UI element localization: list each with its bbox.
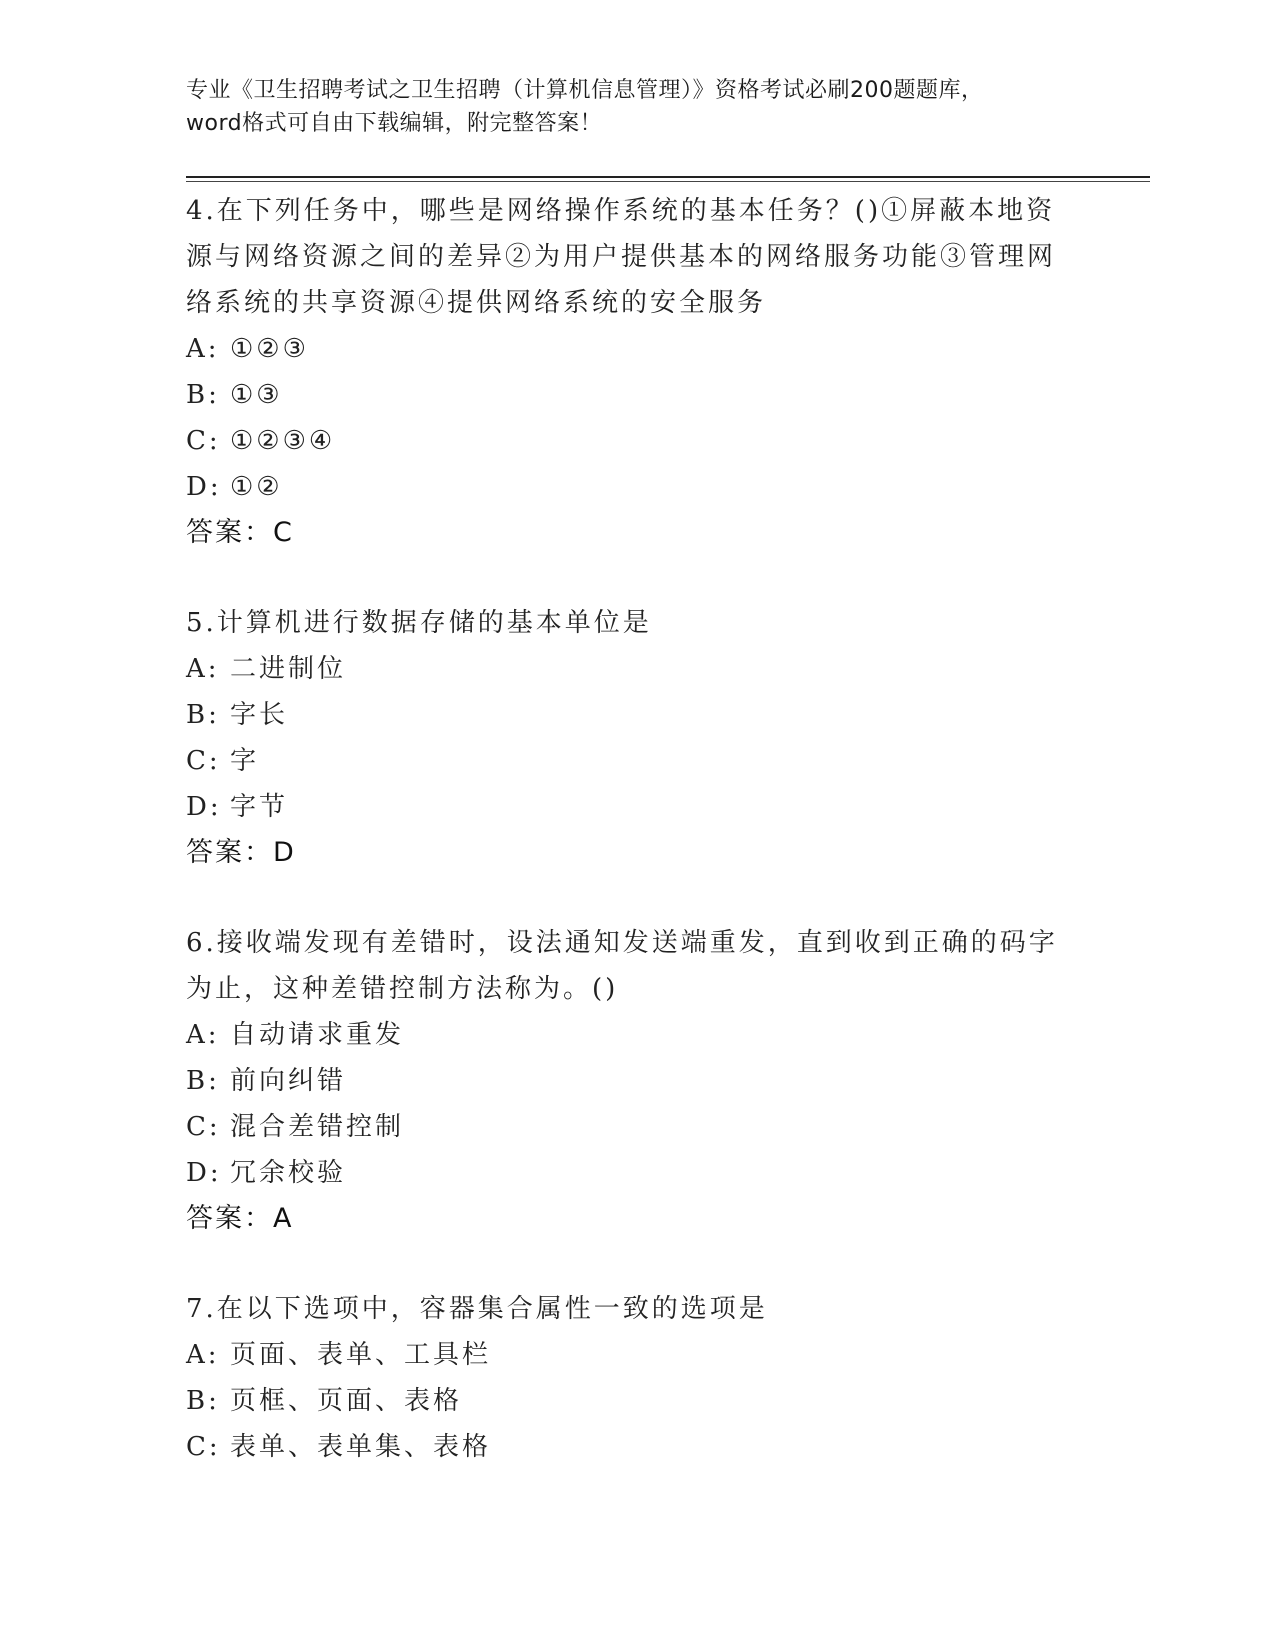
option-key: D:: [186, 792, 222, 822]
option-text: 自动请求重发: [230, 1020, 405, 1050]
option-text: 前向纠错: [230, 1066, 347, 1096]
option-key: C:: [186, 746, 221, 776]
question-stem-line: 络系统的共享资源④提供网络系统的安全服务: [186, 288, 767, 318]
option-d: [186, 784, 1066, 830]
question-5: [186, 600, 1066, 876]
option-key: B:: [186, 1066, 220, 1096]
header-line-2: word格式可自由下载编辑，附完整答案！: [186, 111, 603, 136]
question-stem: [186, 188, 1066, 326]
question-stem-line: 7.在以下选项中，容器集合属性一致的选项是: [186, 1294, 768, 1324]
question-stem-line: 为止，这种差错控制方法称为。(): [186, 974, 619, 1004]
option-key: B:: [186, 700, 220, 730]
option-a: [186, 646, 1066, 692]
document-header: [186, 74, 1086, 140]
option-text: 字长: [230, 700, 289, 730]
option-key: C:: [186, 1112, 221, 1142]
question-4: [186, 188, 1066, 556]
option-key: A:: [186, 1340, 220, 1370]
option-key: A:: [186, 654, 220, 684]
option-text: ①③: [230, 380, 283, 410]
option-text: 页面、表单、工具栏: [230, 1340, 492, 1370]
question-stem-line: 5.计算机进行数据存储的基本单位是: [186, 608, 652, 638]
option-a: [186, 326, 1066, 372]
option-c: [186, 1424, 1066, 1470]
option-text: 二进制位: [230, 654, 347, 684]
question-7: [186, 1286, 1066, 1470]
option-key: D:: [186, 1158, 222, 1188]
option-text: 字节: [230, 792, 289, 822]
option-b: [186, 372, 1066, 418]
question-stem-line: 源与网络资源之间的差异②为用户提供基本的网络服务功能③管理网: [186, 242, 1057, 272]
answer-line: 答案：A: [186, 1203, 294, 1234]
header-line-1: 专业《卫生招聘考试之卫生招聘（计算机信息管理）》资格考试必刷200题题库，: [186, 78, 984, 103]
question-6: [186, 920, 1066, 1242]
option-text: 冗余校验: [230, 1158, 347, 1188]
option-key: B:: [186, 380, 220, 410]
option-key: C:: [186, 426, 221, 456]
option-b: [186, 692, 1066, 738]
option-key: C:: [186, 1432, 221, 1462]
option-key: A:: [186, 334, 220, 364]
option-a: [186, 1012, 1066, 1058]
option-text: 表单、表单集、表格: [230, 1432, 492, 1462]
question-list: [186, 188, 1066, 1470]
option-text: 页框、页面、表格: [230, 1386, 463, 1416]
header-divider-thick: [186, 176, 1150, 178]
option-d: [186, 464, 1066, 510]
option-b: [186, 1378, 1066, 1424]
question-stem: [186, 600, 1066, 646]
option-text: 混合差错控制: [230, 1112, 405, 1142]
option-key: D:: [186, 472, 222, 502]
answer-line: 答案：C: [186, 517, 294, 548]
option-text: 字: [230, 746, 260, 776]
option-key: A:: [186, 1020, 220, 1050]
option-key: B:: [186, 1386, 220, 1416]
question-spacer: [186, 876, 1066, 920]
question-stem-line: 6.接收端发现有差错时，设法通知发送端重发，直到收到正确的码字: [186, 928, 1058, 958]
question-stem: [186, 1286, 1066, 1332]
option-text: ①②③: [230, 334, 309, 364]
header-divider-thin: [186, 181, 1150, 182]
option-c: [186, 418, 1066, 464]
option-c: [186, 1104, 1066, 1150]
question-stem: [186, 920, 1066, 1012]
option-text: ①②③④: [230, 426, 336, 456]
option-d: [186, 1150, 1066, 1196]
answer-line: 答案：D: [186, 837, 296, 868]
question-spacer: [186, 556, 1066, 600]
option-c: [186, 738, 1066, 784]
option-b: [186, 1058, 1066, 1104]
question-spacer: [186, 1242, 1066, 1286]
question-stem-line: 4.在下列任务中，哪些是网络操作系统的基本任务？()①屏蔽本地资: [186, 196, 1056, 226]
option-text: ①②: [230, 472, 283, 502]
option-a: [186, 1332, 1066, 1378]
